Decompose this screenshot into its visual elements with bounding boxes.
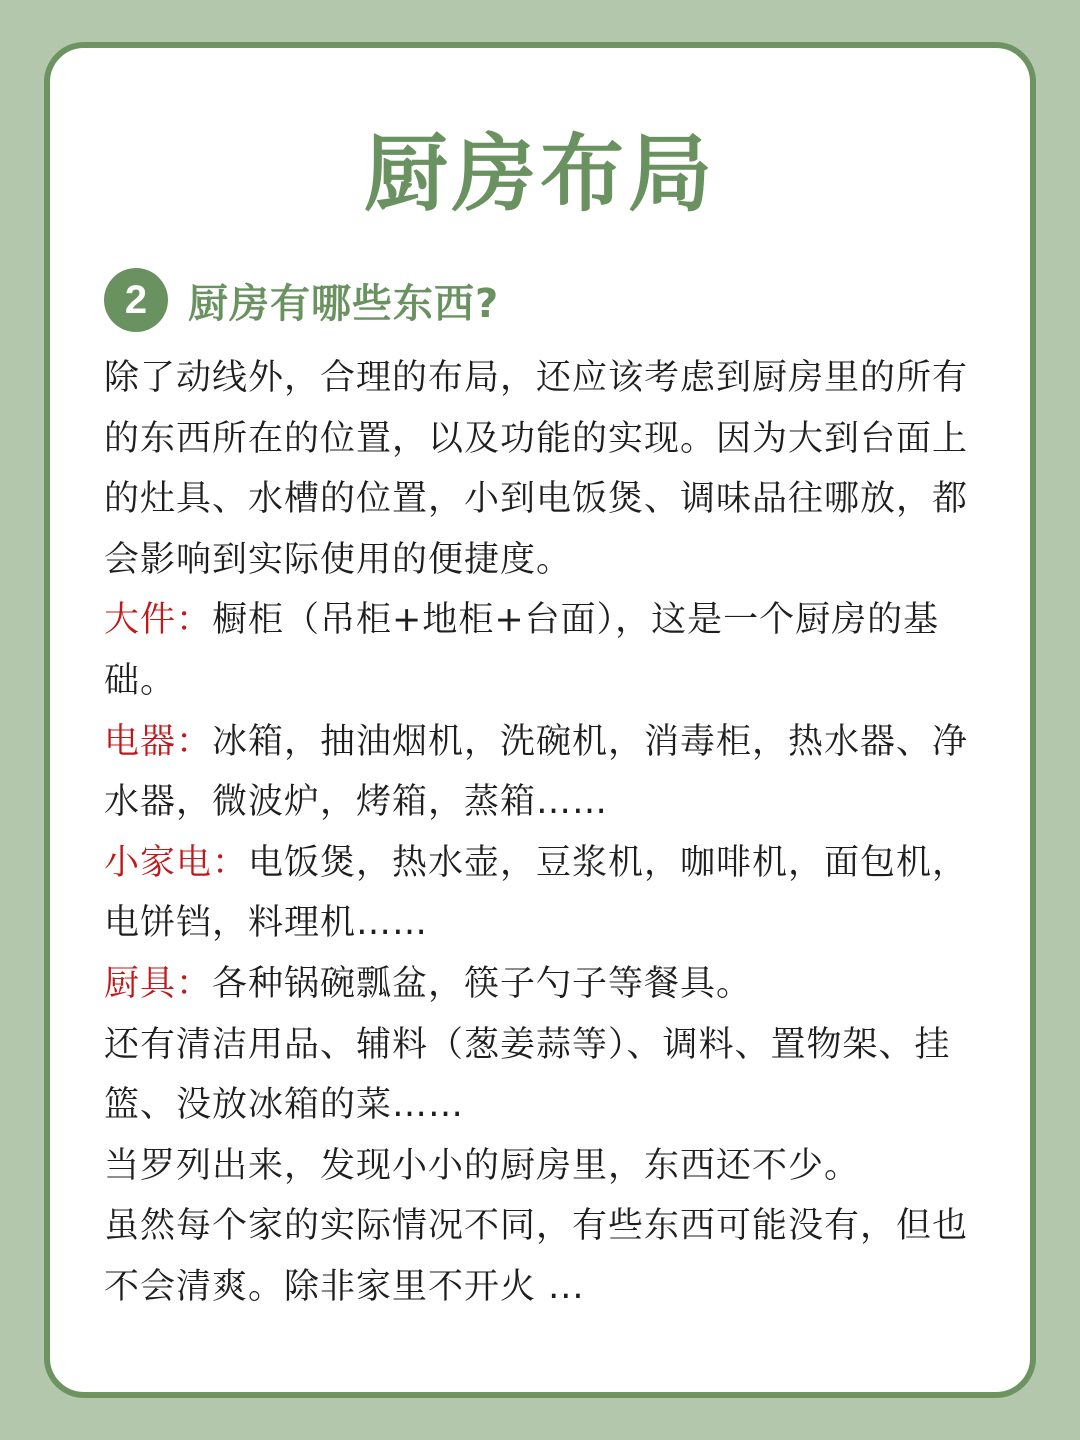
closing-paragraph: 虽然每个家的实际情况不同，有些东西可能没有，但也不会清爽。除非家里不开火 ... bbox=[104, 1206, 969, 1307]
cookware-paragraph bbox=[104, 954, 984, 1015]
small-appliances-paragraph bbox=[104, 833, 984, 954]
content-card bbox=[44, 42, 1036, 1398]
appliances-paragraph bbox=[104, 712, 984, 833]
article-body bbox=[104, 348, 984, 1318]
small-appliances-label: 小家电： bbox=[104, 842, 249, 883]
page-title: 厨房布局 bbox=[363, 125, 716, 223]
large-items-paragraph bbox=[104, 590, 984, 711]
others-paragraph: 还有清洁用品、辅料（葱姜蒜等）、调料、置物架、挂篮、没放冰箱的菜…… bbox=[104, 1024, 951, 1126]
appliances-label: 电器： bbox=[104, 721, 213, 762]
listing-paragraph: 当罗列出来，发现小小的厨房里，东西还不少。 bbox=[104, 1145, 861, 1186]
appliances-text: 冰箱，抽油烟机，洗碗机，消毒柜，热水器、净水器，微波炉，烤箱，蒸箱…… bbox=[104, 721, 969, 823]
intro-paragraph: 除了动线外，合理的布局，还应该考虑到厨房里的所有的东西所在的位置，以及功能的实现。因为大到台面上的灶具、水槽的位置，小到电饭煲、调味品往哪放，都会影响到实际使用的便捷度。 bbox=[104, 358, 969, 580]
cookware-label: 厨具： bbox=[104, 963, 213, 1004]
large-items-label: 大件： bbox=[104, 600, 213, 641]
section-heading: 厨房有哪些东西? bbox=[188, 280, 500, 327]
small-appliances-text: 电饭煲，热水壶，豆浆机，咖啡机，面包机，电饼铛，料理机…… bbox=[104, 842, 969, 944]
section-header bbox=[104, 266, 499, 334]
section-number-badge: 2 bbox=[104, 268, 168, 332]
cookware-text: 各种锅碗瓢盆，筷子勺子等餐具。 bbox=[212, 963, 753, 1004]
large-items-text: 橱柜（吊柜+地柜+台面），这是一个厨房的基础。 bbox=[104, 600, 940, 701]
